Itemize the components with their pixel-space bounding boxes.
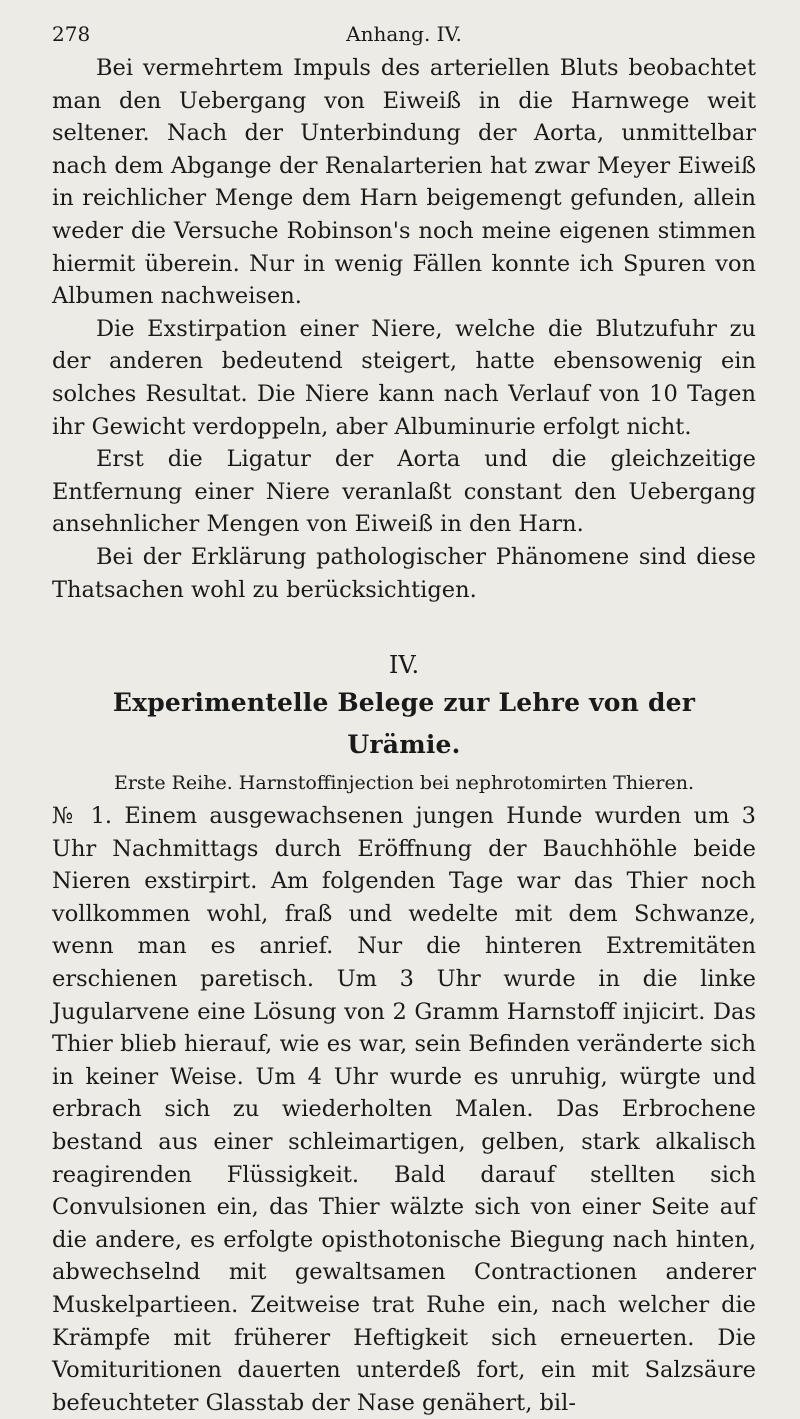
running-head (52, 18, 756, 52)
section-numeral: IV. (388, 651, 420, 680)
running-title: Anhang. IV. (346, 22, 462, 46)
series-title: Erste Reihe. Harnstoffinjection bei nephrotomirten Thieren. (113, 772, 695, 795)
paragraph-ligatur: Erst die Ligatur der Aorta und die gleichzeitige Entfernung einer Niere veranlaßt constant den Uebergang ansehnlicher Mengen von Eiweiß in den Harn. (52, 446, 756, 538)
experiment-text: Einem ausgewachsenen jungen Hunde wurden um 3 Uhr Nachmittags durch Eröffnung der Bauchhöhle beide Nieren exstirpirt. Am folgenden Tage war das Thier noch vollkommen wohl, fraß und wedelte mit dem Schwanze, wenn man es anrief. Nur die hinteren Extremitäten erschienen paretisch. Um 3 Uhr wurde in die linke Jugularvene eine Lösung von 2 Gramm Harnstoff injicirt. Das Thier blieb hierauf, wie es war, sein Befinden veränderte sich in keiner Weise. Um 4 Uhr wurde es unruhig, würgte und erbrach sich zu wiederholten Malen. Das Erbrochene bestand aus einer schleimartigen, gelben, stark alkalisch reagirenden Flüssigkeit. Bald darauf stellten sich Convulsionen ein, das Thier wälzte sich von einer Seite auf die andere, es erfolgte opisthotonische Biegung nach hinten, abwechselnd mit gewaltsamen Contractionen anderer Muskelpartieen. Zeitweise trat Ruhe ein, nach welcher die Krämpfe mit früherer Heftigkeit sich erneuerten. Die Vomituritionen dauerten unterdeß fort, ein mit Salzsäure befeuchteter Glasstab der Nase genähert, bil- (52, 803, 756, 1416)
paragraph-exstirpation: Die Exstirpation einer Niere, welche die Blutzufuhr zu der anderen bedeutend steigert, hatte ebensowenig ein solches Resultat. Die Niere kann nach Verlauf von 10 Tagen ihr Gewicht verdoppeln, aber Albuminurie erfolgt nicht. (52, 315, 756, 440)
paragraph-impuls: Bei vermehrtem Impuls des arteriellen Bluts beobachtet man den Uebergang von Eiweiß in die Harnwege weit seltener. Nach der Unterbindung der Aorta, unmittelbar nach dem Abgange der Renalarterien hat zwar Meyer Eiweiß in reichlicher Menge dem Harn beigemengt gefunden, allein weder die Versuche Robinson's noch meine eigenen stimmen hiermit überein. Nur in wenig Fällen konnte ich Spuren von Albumen nachweisen. (52, 55, 756, 310)
section-spacer (52, 606, 756, 650)
paragraph-erklaerung: Bei der Erklärung pathologischer Phänomene sind diese Thatsachen wohl zu berücksichtigen. (52, 543, 756, 603)
section-title: Experimentelle Belege zur Lehre von der Urämie. (112, 688, 696, 760)
page-number: 278 (52, 22, 91, 46)
experiment-1 (52, 800, 756, 1419)
experiment-label: № 1. (52, 803, 113, 830)
